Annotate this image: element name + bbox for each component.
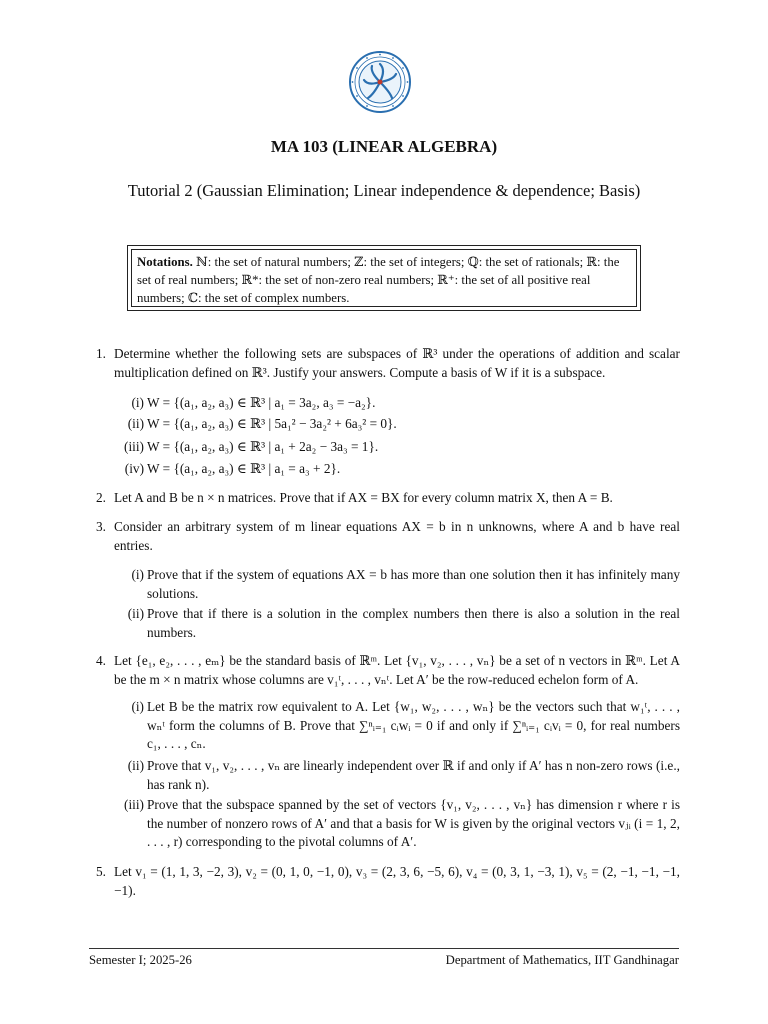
question-text: Determine whether the following sets are subspaces of ℝ³ under the operations of addition and scalar multiplication defined on ℝ³. Justify your answers. Compute a basis of W if it is a subspace. bbox=[114, 346, 680, 380]
question-number: 3. bbox=[96, 519, 106, 534]
part-label: (ii) bbox=[127, 416, 144, 431]
part-label: (i) bbox=[131, 395, 144, 410]
part-label: (iii) bbox=[124, 797, 144, 812]
part-label: (ii) bbox=[127, 758, 144, 773]
question-4-part-iii bbox=[118, 796, 680, 852]
part-label: (ii) bbox=[127, 606, 144, 621]
part-text: Prove that the subspace spanned by the set of vectors {v₁, v₂, . . . , vₙ} has dimension r where r is the number of nonzero rows of A′ and that a basis for W is given by the original vectors vⱼᵢ (i = 1, 2, . . . , r) corresponding to the pivotal columns of A′. bbox=[147, 797, 680, 849]
course-title: MA 103 (LINEAR ALGEBRA) bbox=[270, 137, 498, 156]
footer-divider bbox=[89, 948, 679, 949]
question-number: 2. bbox=[96, 490, 106, 505]
notations-heading: Notations. bbox=[137, 255, 193, 269]
part-text: W = {(a₁, a₂, a₃) ∈ ℝ³ | 5a₁² − 3a₂² + 6a₃² = 0}. bbox=[147, 416, 397, 431]
question-1-part-ii bbox=[118, 415, 680, 434]
part-text: Prove that if there is a solution in the complex numbers then there is also a solution in the real numbers. bbox=[147, 606, 680, 640]
question-number: 4. bbox=[96, 653, 106, 668]
part-text: Let B be the matrix row equivalent to A. Let {w₁, w₂, . . . , wₙ} be the vectors such that w₁ᵗ, . . . , wₙᵗ form the columns of B. Prove that ∑ⁿᵢ₌₁ cᵢwᵢ = 0 if and only if ∑ⁿᵢ₌₁ cᵢvᵢ = 0, for real numbers c₁, . . . , cₙ. bbox=[147, 699, 680, 751]
question-1-part-iv bbox=[118, 460, 680, 479]
question-2 bbox=[96, 489, 680, 508]
part-label: (iii) bbox=[124, 439, 144, 454]
part-text: W = {(a₁, a₂, a₃) ∈ ℝ³ | a₁ + 2a₂ − 3a₃ = 1}. bbox=[147, 439, 379, 454]
question-5 bbox=[96, 863, 680, 900]
question-4-part-ii bbox=[118, 757, 680, 794]
institute-logo-icon bbox=[348, 50, 412, 114]
notations-text: ℕ: the set of natural numbers; ℤ: the set of integers; ℚ: the set of rationals; ℝ: the set of real numbers; ℝ*: the set of non-zero real numbers; ℝ⁺: the set of all positive real numbers; ℂ: the set of complex numbers. bbox=[137, 255, 620, 306]
question-3-part-i bbox=[118, 566, 680, 603]
question-number: 1. bbox=[96, 346, 106, 361]
footer-department: Department of Mathematics, IIT Gandhinagar bbox=[445, 953, 679, 967]
question-number: 5. bbox=[96, 864, 106, 879]
question-text: Let A and B be n × n matrices. Prove that if AX = BX for every column matrix X, then A = B. bbox=[114, 490, 613, 505]
notations-box bbox=[127, 245, 641, 311]
question-text: Let {e₁, e₂, . . . , eₘ} be the standard basis of ℝᵐ. Let {v₁, v₂, . . . , vₙ} be a set of n vectors in ℝᵐ. Let A be the m × n matrix whose columns are v₁ᵗ, . . . , vₙᵗ. Let A′ be the row-reduced echelon form of A. bbox=[114, 653, 680, 687]
part-label: (i) bbox=[131, 699, 144, 714]
part-text: W = {(a₁, a₂, a₃) ∈ ℝ³ | a₁ = a₃ + 2}. bbox=[147, 461, 341, 476]
part-text: Prove that v₁, v₂, . . . , vₙ are linearly independent over ℝ if and only if A′ has n non-zero rows (i.e., has rank n). bbox=[147, 758, 680, 792]
question-3-part-ii bbox=[118, 605, 680, 642]
part-text: W = {(a₁, a₂, a₃) ∈ ℝ³ | a₁ = 3a₂, a₃ = −a₂}. bbox=[147, 395, 376, 410]
question-text: Consider an arbitrary system of m linear equations AX = b in n unknowns, where A and b have real entries. bbox=[114, 519, 680, 553]
notations-content bbox=[131, 249, 637, 307]
question-4-part-i bbox=[118, 698, 680, 754]
footer-semester: Semester I; 2025-26 bbox=[89, 953, 192, 967]
question-text: Let v₁ = (1, 1, 3, −2, 3), v₂ = (0, 1, 0, −1, 0), v₃ = (2, 3, 6, −5, 6), v₄ = (0, 3, 1, −3, 1), v₅ = (2, −1, −1, −1, −1). bbox=[114, 864, 680, 898]
question-4 bbox=[96, 652, 680, 689]
question-1-part-i bbox=[118, 394, 680, 413]
question-1-part-iii bbox=[118, 438, 680, 457]
tutorial-title: Tutorial 2 (Gaussian Elimination; Linear independence & dependence; Basis) bbox=[127, 181, 641, 200]
part-text: Prove that if the system of equations AX = b has more than one solution then it has infinitely many solutions. bbox=[147, 567, 680, 601]
question-1 bbox=[96, 345, 680, 382]
part-label: (i) bbox=[131, 567, 144, 582]
question-3 bbox=[96, 518, 680, 555]
part-label: (iv) bbox=[124, 461, 144, 476]
